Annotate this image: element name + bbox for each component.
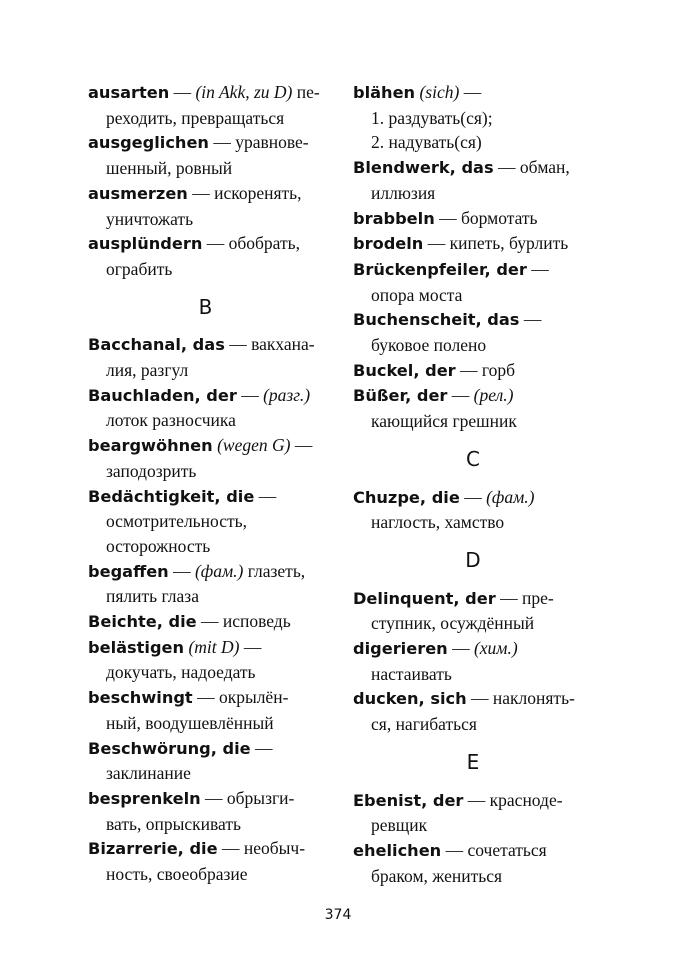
entry-grammar-note: (рел.) (473, 385, 514, 406)
dictionary-entry (353, 307, 593, 357)
entry-continuation: ность, своеобразие (106, 864, 248, 885)
entry-headword: brodeln (353, 234, 424, 254)
entry-dash: — (250, 737, 273, 758)
entry-headword: Bizarrerie, die (88, 839, 218, 859)
entry-headword: belästigen (88, 637, 185, 657)
entry-dash: — (434, 207, 461, 228)
entry-headword: Delinquent, der (353, 588, 496, 608)
entry-first-line (353, 155, 593, 181)
entry-translation: окрылён- (218, 687, 289, 708)
entry-continuation: заподозрить (106, 460, 197, 481)
entry-first-line (88, 80, 323, 106)
entry-first-line (353, 231, 593, 257)
entry-continuation: докучать, надоедать (106, 662, 256, 683)
entry-translation: бормотать (460, 207, 538, 228)
entry-headword: Beichte, die (88, 612, 197, 632)
entry-headword: Büßer, der (353, 386, 448, 406)
entry-grammar-note: (фам.) (194, 560, 244, 581)
entry-headword: ausmerzen (88, 183, 188, 203)
entry-dash: — (236, 384, 264, 405)
entry-first-line (353, 307, 593, 333)
entry-continuation: ный, воодушевлённый (106, 712, 274, 733)
entry-first-line (88, 433, 323, 459)
dictionary-entry (353, 358, 593, 384)
entry-grammar-note: (фам.) (486, 486, 535, 507)
entry-translation: исповедь (222, 611, 291, 632)
entry-dash: — (254, 485, 277, 506)
entry-grammar-note: (in Akk, zu D) (195, 82, 293, 102)
entry-dash: — (423, 233, 450, 254)
entry-first-line (88, 635, 323, 661)
entry-first-line (88, 383, 323, 409)
entry-first-line (88, 736, 323, 762)
dictionary-entry (353, 257, 593, 307)
entry-headword: blähen (353, 83, 416, 102)
dictionary-entry (88, 609, 323, 635)
dictionary-entry (88, 559, 323, 609)
entry-translation: обрызги- (226, 787, 295, 808)
entry-dash: — (526, 258, 549, 279)
entry-grammar-note: (хим.) (473, 638, 518, 659)
entry-first-line (88, 484, 323, 510)
entry-translation: необыч- (243, 838, 306, 859)
entry-dash: — (200, 787, 227, 808)
dictionary-entry (353, 80, 593, 155)
entry-headword: Ebenist, der (353, 790, 464, 810)
entry-first-line (88, 181, 323, 207)
entry-grammar-note: (wegen G) (217, 435, 291, 456)
entry-continuation: настаивать (371, 663, 452, 684)
entry-continuation: вать, опрыскивать (106, 813, 241, 834)
entry-translation: горб (481, 359, 516, 380)
entry-first-line (88, 130, 323, 156)
dictionary-entry (353, 206, 593, 232)
entry-first-line (88, 231, 323, 257)
entry-dash: — (196, 611, 223, 632)
entry-continuation: ступник, осуждённый (371, 613, 535, 634)
entry-translation: обман, (519, 157, 570, 178)
entry-first-line (353, 636, 593, 662)
entry-first-line (353, 788, 593, 814)
page-number: 374 (324, 907, 352, 923)
entry-dash: — (202, 233, 229, 254)
entry-translation: наклонять- (492, 688, 575, 709)
entry-continuation: ся, нагибаться (371, 714, 477, 735)
entry-headword: besprenkeln (88, 788, 201, 808)
dictionary-entry (353, 686, 593, 736)
entry-dash: — (187, 182, 215, 203)
entry-first-line (353, 206, 593, 232)
dictionary-entry (353, 636, 593, 686)
dictionary-entry (353, 788, 593, 838)
entry-dash: — (459, 486, 487, 507)
entry-dash: — (239, 636, 262, 657)
entry-headword: digerieren (353, 639, 448, 659)
entry-headword: Brückenpfeiler, der (353, 259, 527, 279)
entry-continuation: лоток разносчика (106, 410, 236, 431)
entry-continuation: осторожность (106, 535, 211, 556)
entry-dash: — (290, 435, 313, 456)
entry-continuation: буковое полено (371, 335, 487, 356)
entry-continuation: наглость, хамство (371, 512, 505, 533)
dictionary-entry (353, 838, 593, 888)
entry-continuation: лия, разгул (106, 360, 189, 381)
dictionary-entry (353, 231, 593, 257)
dictionary-entry (88, 181, 323, 231)
entry-first-line (353, 383, 593, 409)
section-letter-d: D (465, 547, 481, 572)
entry-headword: beargwöhnen (88, 436, 213, 456)
entry-headword: ausplündern (88, 234, 203, 254)
entry-grammar-note: (mit D) (188, 636, 240, 657)
entry-grammar-note: (sich) (419, 82, 460, 102)
dictionary-entry (88, 80, 323, 130)
dictionary-entry (88, 433, 323, 483)
entry-dash: — (463, 789, 490, 810)
entry-dash: — (208, 132, 236, 153)
entry-dash: — (459, 82, 482, 102)
entry-translation: сочетаться (467, 839, 547, 860)
entry-continuation: ограбить (106, 258, 173, 279)
entry-continuation: 2. надувать(ся) (371, 132, 482, 153)
entry-dash: — (495, 587, 522, 608)
entry-dash: — (169, 82, 196, 102)
entry-headword: ducken, sich (353, 689, 467, 709)
entry-dash: — (224, 334, 252, 355)
entry-translation: искоренять, (214, 182, 302, 203)
entry-headword: Chuzpe, die (353, 487, 460, 507)
entry-continuation: осмотрительность, (106, 511, 247, 532)
dictionary-entry (88, 383, 323, 433)
left-column (88, 80, 323, 887)
section-letter-e: E (466, 749, 480, 774)
entry-continuation: браком, жениться (371, 865, 503, 886)
entry-headword: ausgeglichen (88, 133, 209, 153)
entry-dash: — (447, 638, 474, 659)
entry-first-line (353, 586, 593, 612)
entry-first-line (88, 786, 323, 812)
entry-translation: пре- (521, 587, 554, 608)
entry-continuation: уничтожать (106, 208, 194, 229)
dictionary-entry (88, 635, 323, 685)
section-letter-c: C (466, 446, 480, 471)
dictionary-entry (88, 332, 323, 382)
entry-headword: ausarten (88, 83, 170, 102)
entry-dash: — (192, 687, 219, 708)
right-column (353, 80, 593, 888)
entry-translation: уравнове- (235, 132, 309, 153)
entry-first-line (353, 358, 593, 384)
entry-first-line (353, 80, 593, 106)
entry-continuation: 1. раздувать(ся); (371, 107, 493, 128)
dictionary-entry (353, 383, 593, 433)
entry-headword: Blendwerk, das (353, 158, 494, 178)
dictionary-entry (353, 586, 593, 636)
entry-headword: Bedächtigkeit, die (88, 486, 255, 506)
entry-headword: ehelichen (353, 840, 442, 860)
entry-headword: Bauchladen, der (88, 385, 237, 405)
dictionary-entry (88, 484, 323, 559)
entry-dash: — (466, 688, 493, 709)
section-letter-b: B (198, 294, 213, 319)
entry-first-line (353, 838, 593, 864)
entry-translation: пе- (296, 82, 320, 102)
entry-grammar-note: (разг.) (263, 384, 311, 405)
dictionary-entry (353, 155, 593, 205)
entry-translation: обобрать, (228, 233, 300, 254)
entry-translation: вакхана- (251, 334, 315, 355)
entry-translation: красноде- (489, 789, 563, 810)
entry-continuation: заклинание (106, 763, 191, 784)
entry-headword: begaffen (88, 561, 169, 581)
entry-dash: — (168, 560, 195, 581)
dictionary-entry (353, 485, 593, 535)
entry-continuation: шенный, ровный (106, 158, 233, 179)
entry-headword: Buckel, der (353, 360, 456, 380)
entry-first-line (353, 686, 593, 712)
dictionary-entry (88, 231, 323, 281)
entry-continuation: опора моста (371, 284, 463, 305)
entry-dash: — (217, 838, 244, 859)
dictionary-entry (88, 836, 323, 886)
entry-first-line (88, 836, 323, 862)
entry-first-line (88, 332, 323, 358)
entry-continuation: ревщик (371, 815, 428, 836)
entry-first-line (88, 559, 323, 585)
entry-headword: brabbeln (353, 208, 435, 228)
entry-dash: — (455, 359, 482, 380)
entry-first-line (88, 609, 323, 635)
entry-first-line (353, 257, 593, 283)
dictionary-entry (88, 786, 323, 836)
entry-continuation: кающийся грешник (371, 411, 517, 432)
entry-first-line (353, 485, 593, 511)
entry-continuation: реходить, превращаться (106, 107, 285, 128)
entry-dash: — (441, 839, 468, 860)
entry-continuation: пялить глаза (106, 586, 199, 607)
dictionary-entry (88, 736, 323, 786)
entry-translation: глазеть, (247, 560, 306, 581)
entry-headword: Bacchanal, das (88, 335, 225, 355)
dictionary-entry (88, 130, 323, 180)
entry-first-line (88, 685, 323, 711)
entry-translation: кипеть, бурлить (449, 233, 569, 254)
entry-headword: beschwingt (88, 688, 193, 708)
entry-dash: — (447, 385, 474, 406)
entry-headword: Beschwörung, die (88, 738, 251, 758)
entry-continuation: иллюзия (371, 182, 436, 203)
entry-dash: — (519, 309, 542, 330)
entry-dash: — (493, 157, 520, 178)
entry-headword: Buchenscheit, das (353, 310, 520, 330)
dictionary-entry (88, 685, 323, 735)
